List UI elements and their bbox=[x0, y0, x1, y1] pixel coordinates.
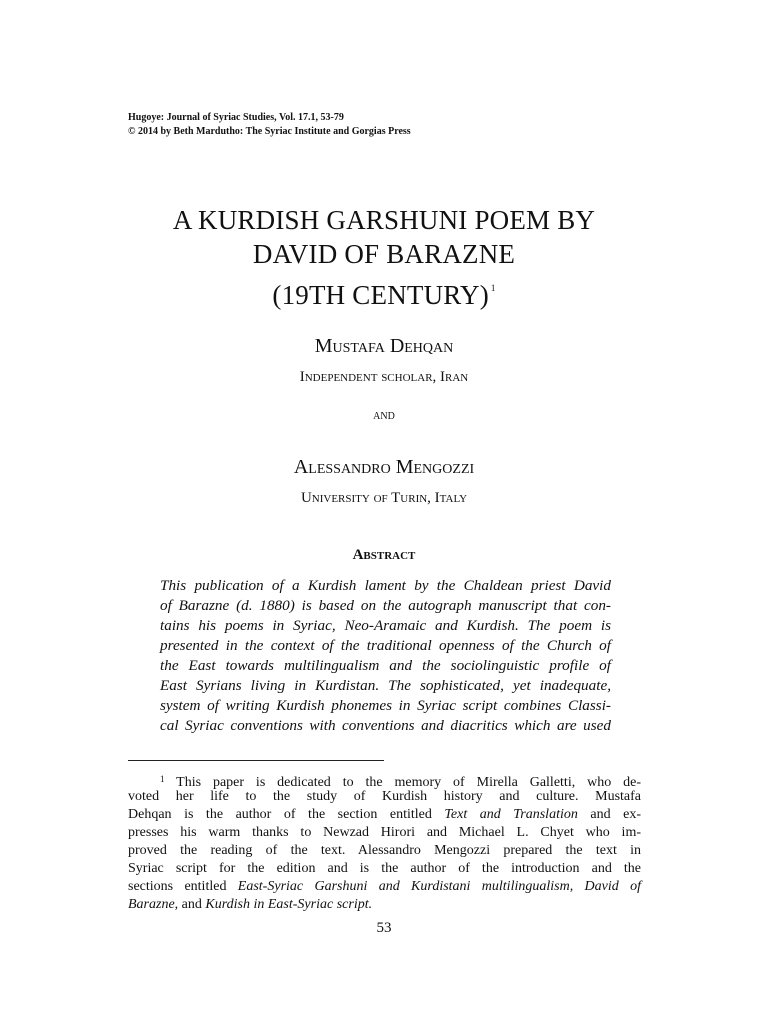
footnote-text: This paper is dedicated to the memory of Mirella Galletti, who de- bbox=[176, 775, 641, 790]
page-number: 53 bbox=[376, 920, 392, 936]
footnote bbox=[128, 770, 641, 914]
footnote-text: Dehqan is the author of the section entitled bbox=[128, 807, 445, 822]
section-title-kurdish-script: Kurdish in East-Syriac script. bbox=[205, 897, 373, 912]
author-affiliation-2: University of Turin, Italy bbox=[300, 490, 468, 506]
abstract-line: system of writing Kurdish phonemes in Syriac script combines Classi- bbox=[160, 697, 611, 714]
abstract-line: This publication of a Kurdish lament by the Chaldean priest David bbox=[160, 577, 611, 594]
footnote-line bbox=[128, 878, 641, 896]
journal-citation: Hugoye: Journal of Syriac Studies, Vol. 17.1, 53-79 bbox=[128, 112, 344, 123]
article-title bbox=[0, 203, 768, 312]
abstract-line: cal Syriac conventions with conventions and diacritics which are used bbox=[160, 717, 611, 734]
footnote-line: Syriac script for the edition and is the author of the introduction and the bbox=[128, 861, 641, 876]
section-title-text-translation: Text and Translation bbox=[444, 807, 578, 822]
footnote-line: presses his warm thanks to Newzad Hirori and Michael L. Chyet who im- bbox=[128, 825, 641, 840]
abstract-line: tains his poems in Syriac, Neo-Aramaic and Kurdish. The poem is bbox=[160, 617, 611, 634]
title-line-3 bbox=[0, 271, 768, 312]
footnote-line bbox=[128, 896, 641, 914]
footnote-line: voted her life to the study of Kurdish history and culture. Mustafa bbox=[128, 789, 641, 804]
section-title-barazne: Barazne bbox=[128, 897, 175, 912]
abstract-text bbox=[160, 576, 611, 736]
author-conjunction: and bbox=[373, 408, 395, 423]
author-name-2: Alessandro Mengozzi bbox=[293, 456, 475, 478]
footnote-text: , and bbox=[174, 897, 206, 912]
journal-header bbox=[128, 111, 411, 139]
title-footnote-marker[interactable]: 1 bbox=[490, 283, 496, 293]
abstract-line: the East towards multilingualism and the sociolinguistic profile of bbox=[160, 657, 611, 674]
footnote-line: proved the reading of the text. Alessandro Mengozzi prepared the text in bbox=[128, 843, 641, 858]
copyright-line: © 2014 by Beth Mardutho: The Syriac Institute and Gorgias Press bbox=[128, 126, 411, 137]
title-line-3-text: (19TH CENTURY) bbox=[272, 280, 489, 310]
abstract-line: of Barazne (d. 1880) is based on the autograph manuscript that con- bbox=[160, 597, 611, 614]
abstract-heading: Abstract bbox=[352, 547, 416, 563]
section-title-garshuni: East-Syriac Garshuni and Kurdistani multilingualism, David of bbox=[237, 879, 641, 894]
abstract-line: East Syrians living in Kurdistan. The sophisticated, yet inadequate, bbox=[160, 677, 611, 694]
footnote-text: sections entitled bbox=[128, 879, 238, 894]
author-affiliation-1: Independent scholar, Iran bbox=[299, 369, 469, 385]
title-line-2: DAVID OF BARAZNE bbox=[252, 239, 516, 269]
title-line-1: A KURDISH GARSHUNI POEM BY bbox=[172, 205, 596, 235]
footnote-text: and ex- bbox=[577, 807, 642, 822]
abstract-line: presented in the context of the traditional openness of the Church of bbox=[160, 637, 611, 654]
author-name-1: Mustafa Dehqan bbox=[314, 335, 454, 357]
footnote-divider bbox=[128, 760, 384, 761]
footnote-line bbox=[128, 806, 641, 824]
footnote-marker: 1 bbox=[160, 774, 165, 784]
footnote-line bbox=[128, 770, 641, 788]
